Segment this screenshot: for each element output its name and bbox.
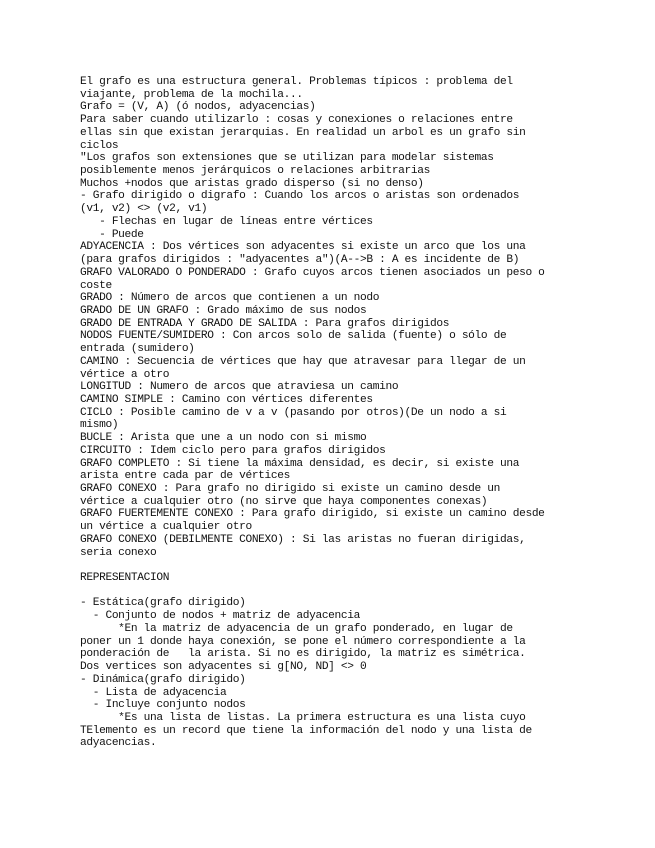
text-line: - Conjunto de nodos + matriz de adyacencia — [80, 610, 360, 623]
text-line: "Los grafos son extensiones que se utilizan para modelar sistemas — [80, 152, 494, 165]
text-line: - Grafo dirigido o digrafo : Cuando los arcos o aristas son ordenados — [80, 190, 520, 203]
text-line: (para grafos dirigidos : "adyacentes a")(A-->B : A es incidente de B) — [80, 254, 520, 267]
text-line: CICLO : Posible camino de v a v (pasando por otros)(De un nodo a si — [80, 406, 507, 419]
text-line: seria conexo — [80, 546, 157, 559]
text-line: vértice a otro — [80, 368, 170, 381]
text-line: GRADO : Número de arcos que contienen a un nodo — [80, 292, 380, 305]
text-line: GRAFO COMPLETO : Si tiene la máxima densidad, es decir, si existe una — [80, 457, 520, 470]
text-line: TElemento es un record que tiene la información del nodo y una lista de — [80, 724, 532, 737]
text-line: - Incluye conjunto nodos — [80, 699, 246, 712]
text-line: - Flechas en lugar de líneas entre vértices — [80, 215, 373, 228]
text-line: Muchos +nodos que aristas grado disperso (si no denso) — [80, 177, 424, 190]
text-line: mismo) — [80, 419, 119, 432]
text-line: - Puede — [80, 228, 144, 241]
text-line: un vértice a cualquier otro — [80, 521, 252, 534]
text-line: Dos vertices son adyacentes si g[NO, ND] <> 0 — [80, 661, 367, 674]
text-line: coste — [80, 279, 112, 292]
text-line: arista entre cada par de vértices — [80, 470, 290, 483]
text-line: ciclos — [80, 139, 119, 152]
text-line: ADYACENCIA : Dos vértices son adyacentes si existe un arco que los una — [80, 241, 526, 254]
text-line: GRAFO FUERTEMENTE CONEXO : Para grafo dirigido, si existe un camino desde — [80, 508, 545, 521]
text-line: GRADO DE ENTRADA Y GRADO DE SALIDA : Para grafos dirigidos — [80, 317, 450, 330]
text-line: vértice a cualquier otro (no sirve que haya componentes conexas) — [80, 495, 488, 508]
text-line: Grafo = (V, A) (ó nodos, adyacencias) — [80, 101, 316, 114]
text-line: viajante, problema de la mochila... — [80, 88, 303, 101]
text-line: El grafo es una estructura general. Problemas típicos : problema del — [80, 76, 513, 88]
text-line: - Dinámica(grafo dirigido) — [80, 673, 246, 686]
text-line: entrada (sumidero) — [80, 343, 195, 356]
blank-line — [80, 559, 580, 572]
text-line: GRAFO CONEXO : Para grafo no dirigido si existe un camino desde un — [80, 483, 500, 495]
blank-line — [80, 585, 580, 598]
text-line: CAMINO : Secuencia de vértices que hay que atravesar para llegar de un — [80, 355, 526, 368]
text-line: - Lista de adyacencia — [80, 686, 227, 699]
text-line: LONGITUD : Numero de arcos que atraviesa un camino — [80, 381, 399, 394]
text-line: GRADO DE UN GRAFO : Grado máximo de sus nodos — [80, 304, 367, 317]
text-line: BUCLE : Arista que une a un nodo con si mismo — [80, 432, 367, 445]
text-line: GRAFO VALORADO O PONDERADO : Grafo cuyos arcos tienen asociados un peso o — [80, 266, 545, 279]
section-heading: REPRESENTACION — [80, 572, 170, 585]
text-line: NODOS FUENTE/SUMIDERO : Con arcos solo de salida (fuente) o sólo de — [80, 330, 507, 343]
text-line: adyacencias. — [80, 737, 157, 750]
text-line: ponderación de la arista. Si no es dirigido, la matriz es simétrica. — [80, 648, 526, 661]
text-line: Para saber cuando utilizarlo : cosas y conexiones o relaciones entre — [80, 114, 513, 127]
text-line: (v1, v2) <> (v2, v1) — [80, 203, 208, 216]
text-line: CAMINO SIMPLE : Camino con vértices diferentes — [80, 393, 373, 406]
text-line: CIRCUITO : Idem ciclo pero para grafos dirigidos — [80, 444, 386, 457]
text-line: - Estática(grafo dirigido) — [80, 597, 246, 610]
text-line: GRAFO CONEXO (DEBILMENTE CONEXO) : Si las aristas no fueran dirigidas, — [80, 533, 526, 546]
text-line: *Es una lista de listas. La primera estructura es una lista cuyo — [80, 711, 526, 724]
document-body — [80, 76, 580, 750]
text-line: ellas sin que existan jerarquias. En realidad un arbol es un grafo sin — [80, 126, 526, 139]
text-line: *En la matriz de adyacencia de un grafo ponderado, en lugar de — [80, 622, 513, 635]
text-line: posiblemente menos jerárquicos o relaciones arbitrarias — [80, 165, 430, 178]
text-line: poner un 1 donde haya conexión, se pone el número correspondiente a la — [80, 635, 526, 648]
